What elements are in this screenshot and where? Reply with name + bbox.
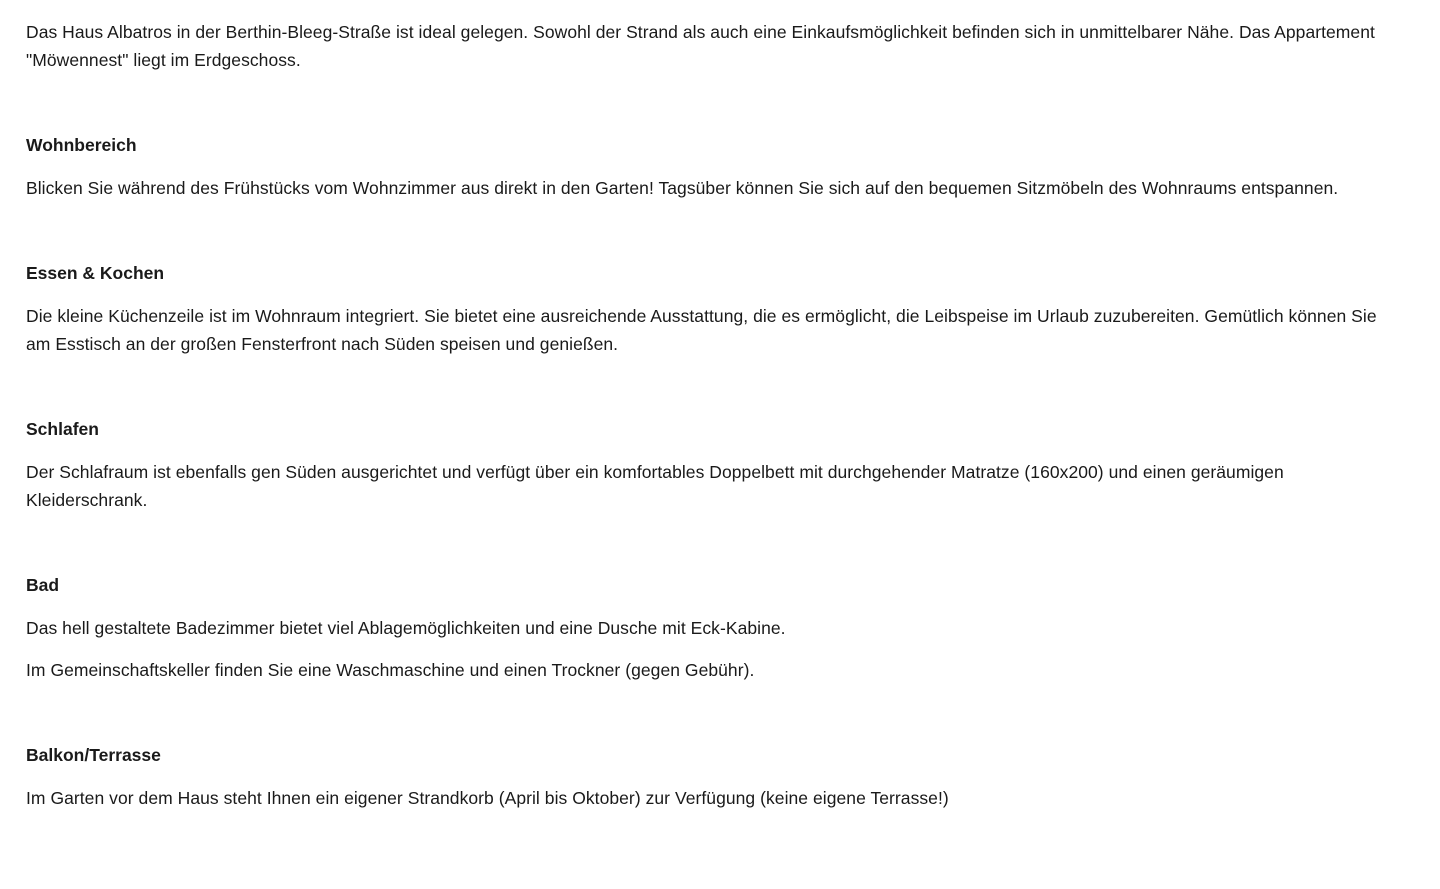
section-wohnbereich [26, 131, 1414, 202]
section-heading: Wohnbereich [26, 135, 137, 155]
section-paragraph: Im Garten vor dem Haus steht Ihnen ein eigener Strandkorb (April bis Oktober) zur Verfügung (keine eigene Terrasse!) [26, 788, 949, 808]
section-heading: Bad [26, 575, 60, 595]
section-heading: Essen & Kochen [26, 263, 165, 283]
section-balkon-terrasse [26, 741, 1414, 812]
section-bad [26, 571, 1414, 684]
section-schlafen [26, 415, 1414, 514]
intro-paragraph: Das Haus Albatros in der Berthin-Bleeg-Straße ist ideal gelegen. Sowohl der Strand als auch eine Einkaufsmöglichkeit befinden sich in unmittelbarer Nähe. Das Appartement "Möwennest" liegt im Erdgeschoss. [26, 22, 1375, 70]
section-paragraph: Das hell gestaltete Badezimmer bietet viel Ablagemöglichkeiten und eine Dusche mit Eck-Kabine. [26, 618, 786, 638]
section-paragraph: Im Gemeinschaftskeller finden Sie eine Waschmaschine und einen Trockner (gegen Gebühr). [26, 660, 755, 680]
section-paragraph: Die kleine Küchenzeile ist im Wohnraum integriert. Sie bietet eine ausreichende Ausstattung, die es ermöglicht, die Leibspeise im Urlaub zuzubereiten. Gemütlich können Sie am Esstisch an der großen Fensterfront nach Süden speisen und genießen. [26, 306, 1377, 354]
section-heading: Balkon/Terrasse [26, 745, 161, 765]
section-paragraph: Blicken Sie während des Frühstücks vom Wohnzimmer aus direkt in den Garten! Tagsüber können Sie sich auf den bequemen Sitzmöbeln des Wohnraums entspannen. [26, 178, 1339, 198]
section-heading: Schlafen [26, 419, 99, 439]
section-essen-kochen [26, 259, 1414, 358]
section-paragraph: Der Schlafraum ist ebenfalls gen Süden ausgerichtet und verfügt über ein komfortables Doppelbett mit durchgehender Matratze (160x200) und einen geräumigen Kleiderschrank. [26, 462, 1284, 510]
